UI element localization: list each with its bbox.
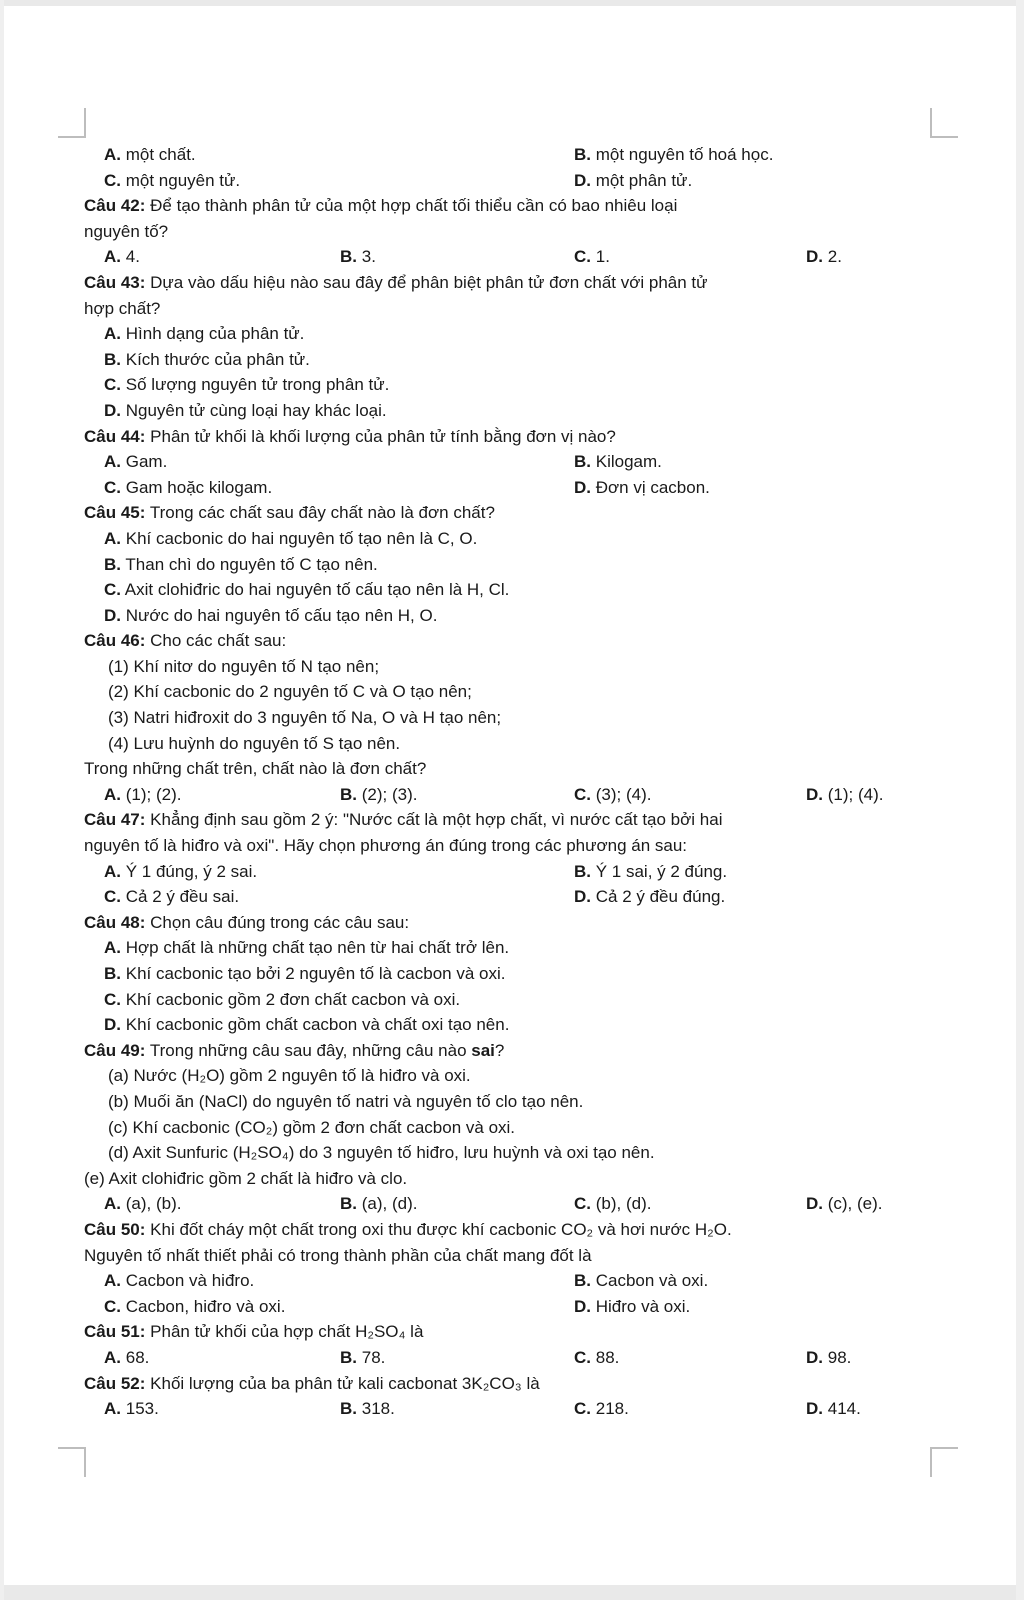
option-c — [104, 475, 272, 501]
option-text: Cacbon, hiđro và oxi. — [125, 1296, 286, 1316]
option-label: A. — [104, 861, 121, 881]
question-number: Câu 47: — [84, 810, 146, 830]
options-row — [84, 1191, 924, 1217]
question-number: Câu 45: — [84, 503, 146, 523]
option-label: C. — [104, 170, 121, 190]
option-label: B. — [574, 861, 591, 881]
question-stem — [84, 1038, 924, 1064]
option-text: Hiđro và oxi. — [595, 1296, 691, 1316]
question-stem — [84, 424, 924, 450]
option-label: B. — [574, 145, 591, 164]
question-text: Nguyên tố nhất thiết phải có trong thành phần của chất mang đốt là — [84, 1245, 592, 1265]
question-text: Khẳng định sau gồm 2 ý: "Nước cất là một hợp chất, vì nước cất tạo bởi hai — [145, 810, 723, 830]
option-label: D. — [574, 170, 591, 190]
option-text: Cacbon và hiđro. — [125, 1271, 255, 1291]
option-text: 3. — [361, 247, 376, 267]
option-d — [806, 1191, 883, 1217]
options-row — [84, 1396, 924, 1422]
option-text: một nguyên tố hoá học. — [595, 145, 774, 164]
question-text: Để tạo thành phân tử của một hợp chất tối thiểu cần có bao nhiêu loại — [145, 196, 678, 216]
options-row — [84, 168, 924, 194]
option-text: 318. — [361, 1399, 395, 1419]
option-c — [104, 884, 239, 910]
question-text: Chọn câu đúng trong các câu sau: — [145, 912, 410, 932]
option-text: 2. — [827, 247, 842, 267]
option-text: Ý 1 đúng, ý 2 sai. — [125, 861, 258, 881]
option-d — [84, 1012, 924, 1038]
option-b — [340, 1396, 395, 1422]
option-a — [104, 244, 140, 270]
option-text: 78. — [361, 1347, 386, 1367]
option-a — [104, 782, 181, 808]
option-d — [806, 1396, 861, 1422]
option-text: 414. — [827, 1399, 861, 1419]
option-b — [84, 961, 924, 987]
option-b — [84, 347, 924, 373]
list-item: (c) Khí cacbonic (CO₂) gồm 2 đơn chất cacbon và oxi. — [108, 1117, 516, 1137]
option-text: (3); (4). — [595, 784, 652, 804]
option-b — [340, 1191, 417, 1217]
question-stem-cont — [84, 1243, 924, 1269]
option-text: (1); (2). — [125, 784, 182, 804]
option-label: D. — [806, 1399, 823, 1419]
question-stem — [84, 910, 924, 936]
option-label: C. — [574, 784, 591, 804]
question-text: hợp chất? — [84, 298, 161, 318]
crop-mark-top-left — [58, 108, 86, 138]
option-a — [104, 1396, 159, 1422]
option-c — [574, 1191, 651, 1217]
option-label: D. — [806, 247, 823, 267]
option-a — [104, 1268, 254, 1294]
option-d — [84, 398, 924, 424]
list-item: (4) Lưu huỳnh do nguyên tố S tạo nên. — [108, 733, 401, 753]
option-a — [104, 1191, 181, 1217]
question-stem-cont — [84, 296, 924, 322]
option-c — [84, 577, 924, 603]
crop-mark-top-right — [930, 108, 958, 138]
option-text: 4. — [125, 247, 140, 267]
question-number: Câu 48: — [84, 912, 146, 932]
question-number: Câu 42: — [84, 196, 146, 216]
question-number: Câu 44: — [84, 426, 146, 446]
option-label: C. — [574, 247, 591, 267]
option-label: A. — [104, 528, 121, 548]
question-stem — [84, 1217, 924, 1243]
option-text: Hợp chất là những chất tạo nên từ hai chất trở lên. — [125, 938, 510, 958]
question-number: Câu 50: — [84, 1219, 146, 1239]
option-label: C. — [574, 1194, 591, 1214]
option-text: 1. — [595, 247, 610, 267]
option-b — [340, 1345, 385, 1371]
question-stem — [84, 1319, 924, 1345]
option-label: D. — [806, 784, 823, 804]
left-border — [0, 0, 4, 1600]
option-b — [340, 782, 417, 808]
option-d — [574, 884, 725, 910]
options-row — [84, 142, 924, 168]
question-stem — [84, 193, 924, 219]
option-text: (a), (d). — [361, 1194, 418, 1214]
option-label: A. — [104, 1399, 121, 1419]
option-text: Khí cacbonic do hai nguyên tố tạo nên là C, O. — [125, 528, 478, 548]
option-text: Khí cacbonic gồm chất cacbon và chất oxi tạo nên. — [125, 1015, 510, 1035]
option-text: (b), (d). — [595, 1194, 652, 1214]
option-text: 153. — [125, 1399, 159, 1419]
option-text: Đơn vị cacbon. — [595, 477, 710, 497]
option-label: C. — [104, 477, 121, 497]
question-text: nguyên tố là hiđro và oxi". Hãy chọn phương án đúng trong các phương án sau: — [84, 836, 688, 856]
crop-mark-bottom-left — [58, 1447, 86, 1477]
question-stem — [84, 628, 924, 654]
option-label: D. — [574, 477, 591, 497]
option-text: Cacbon và oxi. — [595, 1271, 709, 1291]
option-label: A. — [104, 324, 121, 344]
option-text: một phân tử. — [595, 170, 693, 190]
list-item: (a) Nước (H₂O) gồm 2 nguyên tố là hiđro và oxi. — [108, 1066, 471, 1086]
option-text: 68. — [125, 1347, 150, 1367]
option-label: D. — [574, 1296, 591, 1316]
question-list — [84, 142, 924, 1422]
option-text: một nguyên tử. — [125, 170, 241, 190]
option-b — [574, 449, 662, 475]
top-border — [0, 0, 1024, 6]
option-label: A. — [104, 1271, 121, 1291]
option-label: A. — [104, 452, 121, 472]
option-label: B. — [340, 1194, 357, 1214]
option-text: Nguyên tử cùng loại hay khác loại. — [125, 400, 387, 420]
option-a — [84, 935, 924, 961]
option-a — [104, 142, 196, 168]
options-row — [84, 244, 924, 270]
list-item: (2) Khí cacbonic do 2 nguyên tố C và O tạo nên; — [108, 682, 472, 702]
bottom-border — [0, 1585, 1024, 1600]
option-label: C. — [104, 375, 121, 395]
list-item: (b) Muối ăn (NaCl) do nguyên tố natri và nguyên tố clo tạo nên. — [108, 1091, 584, 1111]
option-label: A. — [104, 784, 121, 804]
option-b — [340, 244, 376, 270]
option-c — [574, 244, 610, 270]
question-text: Phân tử khối của hợp chất H₂SO₄ là — [145, 1322, 424, 1342]
option-text: Ý 1 sai, ý 2 đúng. — [595, 861, 728, 881]
question-text: nguyên tố? — [84, 221, 169, 241]
question-stem — [84, 807, 924, 833]
option-c — [574, 1396, 629, 1422]
question-stem — [84, 1371, 924, 1397]
option-b — [574, 142, 773, 168]
question-stem — [84, 270, 924, 296]
option-label: B. — [340, 784, 357, 804]
option-label: D. — [574, 887, 591, 907]
option-c — [104, 168, 240, 194]
list-item: (3) Natri hiđroxit do 3 nguyên tố Na, O và H tạo nên; — [108, 708, 502, 728]
question-stem — [84, 500, 924, 526]
option-c — [104, 1294, 285, 1320]
option-c — [574, 1345, 619, 1371]
option-label: D. — [104, 400, 121, 420]
option-text: một chất. — [125, 145, 196, 164]
question-text: ? — [494, 1040, 505, 1060]
option-d — [806, 782, 883, 808]
question-number: Câu 49: — [84, 1040, 146, 1060]
options-row — [84, 1345, 924, 1371]
options-row — [84, 475, 924, 501]
option-d — [806, 244, 842, 270]
option-b — [84, 552, 924, 578]
option-a — [104, 859, 257, 885]
option-c — [84, 987, 924, 1013]
option-label: D. — [104, 1015, 121, 1035]
option-text: (1); (4). — [827, 784, 884, 804]
option-c — [84, 372, 924, 398]
option-label: B. — [574, 1271, 591, 1291]
option-d — [574, 1294, 690, 1320]
question-number: Câu 46: — [84, 631, 146, 651]
list-item: (e) Axit clohiđric gồm 2 chất là hiđro và clo. — [84, 1168, 408, 1188]
right-border — [1016, 0, 1024, 1600]
options-row — [84, 782, 924, 808]
option-text: Kích thước của phân tử. — [125, 349, 310, 369]
option-label: D. — [104, 605, 121, 625]
option-text: Gam. — [125, 452, 168, 472]
option-text: Cả 2 ý đều đúng. — [595, 887, 726, 907]
option-text: Than chì do nguyên tố C tạo nên. — [125, 554, 378, 574]
question-text: Khi đốt cháy một chất trong oxi thu được khí cacbonic CO₂ và hơi nước H₂O. — [145, 1219, 732, 1239]
list-item: (d) Axit Sunfuric (H₂SO₄) do 3 nguyên tố hiđro, lưu huỳnh và oxi tạo nên. — [108, 1143, 655, 1163]
option-text: Axit clohiđric do hai nguyên tố cấu tạo nên là H, Cl. — [124, 580, 510, 600]
options-row — [84, 884, 924, 910]
option-text: Hình dạng của phân tử. — [125, 324, 305, 344]
question-number: Câu 51: — [84, 1322, 146, 1342]
option-d — [574, 475, 710, 501]
question-text: Trong những câu sau đây, những câu nào — [145, 1040, 472, 1060]
option-text: Cả 2 ý đều sai. — [125, 887, 240, 907]
option-label: B. — [104, 349, 121, 369]
option-text: Nước do hai nguyên tố cấu tạo nên H, O. — [125, 605, 438, 625]
option-label: B. — [574, 452, 591, 472]
option-label: A. — [104, 145, 121, 164]
option-d — [806, 1345, 851, 1371]
option-label: B. — [104, 554, 121, 574]
option-a — [104, 1345, 149, 1371]
option-label: A. — [104, 247, 121, 267]
question-subtext: Trong những chất trên, chất nào là đơn chất? — [84, 759, 427, 779]
question-stem-cont — [84, 219, 924, 245]
option-text: Gam hoặc kilogam. — [125, 477, 273, 497]
question-text: Dựa vào dấu hiệu nào sau đây để phân biệt phân tử đơn chất với phân tử — [145, 272, 708, 292]
list-item: (1) Khí nitơ do nguyên tố N tạo nên; — [108, 656, 380, 676]
option-label: A. — [104, 1194, 121, 1214]
option-label: A. — [104, 1347, 121, 1367]
option-label: B. — [340, 247, 357, 267]
question-text: Phân tử khối là khối lượng của phân tử tính bằng đơn vị nào? — [145, 426, 616, 446]
option-text: 88. — [595, 1347, 620, 1367]
question-text: Cho các chất sau: — [145, 631, 287, 651]
option-c — [574, 782, 651, 808]
question-number: Câu 52: — [84, 1373, 146, 1393]
question-stem-cont — [84, 833, 924, 859]
option-label: C. — [574, 1399, 591, 1419]
option-d — [84, 603, 924, 629]
option-d — [574, 168, 692, 194]
option-text: Khí cacbonic tạo bởi 2 nguyên tố là cacbon và oxi. — [125, 964, 506, 983]
option-text: 98. — [827, 1347, 852, 1367]
option-label: C. — [104, 580, 121, 600]
option-label: D. — [806, 1194, 823, 1214]
option-b — [574, 1268, 708, 1294]
option-label: B. — [104, 964, 121, 983]
options-row — [84, 1268, 924, 1294]
question-text: Khối lượng của ba phân tử kali cacbonat 3K₂CO₃ là — [145, 1373, 540, 1393]
emphasis-text: sai — [471, 1040, 495, 1060]
options-row — [84, 1294, 924, 1320]
question-number: Câu 43: — [84, 272, 146, 292]
option-b — [574, 859, 727, 885]
option-label: C. — [104, 989, 121, 1009]
option-label: A. — [104, 938, 121, 958]
crop-mark-bottom-right — [930, 1447, 958, 1477]
option-label: C. — [104, 887, 121, 907]
question-text: Trong các chất sau đây chất nào là đơn chất? — [145, 503, 495, 523]
option-label: B. — [340, 1399, 357, 1419]
option-text: Số lượng nguyên tử trong phân tử. — [125, 375, 390, 395]
option-label: C. — [574, 1347, 591, 1367]
option-label: C. — [104, 1296, 121, 1316]
option-text: (c), (e). — [827, 1194, 883, 1214]
option-label: B. — [340, 1347, 357, 1367]
option-text: 218. — [595, 1399, 629, 1419]
options-row — [84, 449, 924, 475]
option-text: (a), (b). — [125, 1194, 182, 1214]
option-a — [84, 321, 924, 347]
option-label: D. — [806, 1347, 823, 1367]
options-row — [84, 859, 924, 885]
option-text: Kilogam. — [595, 452, 662, 472]
option-text: (2); (3). — [361, 784, 418, 804]
option-a — [84, 526, 924, 552]
option-a — [104, 449, 167, 475]
option-text: Khí cacbonic gồm 2 đơn chất cacbon và oxi. — [125, 989, 461, 1009]
